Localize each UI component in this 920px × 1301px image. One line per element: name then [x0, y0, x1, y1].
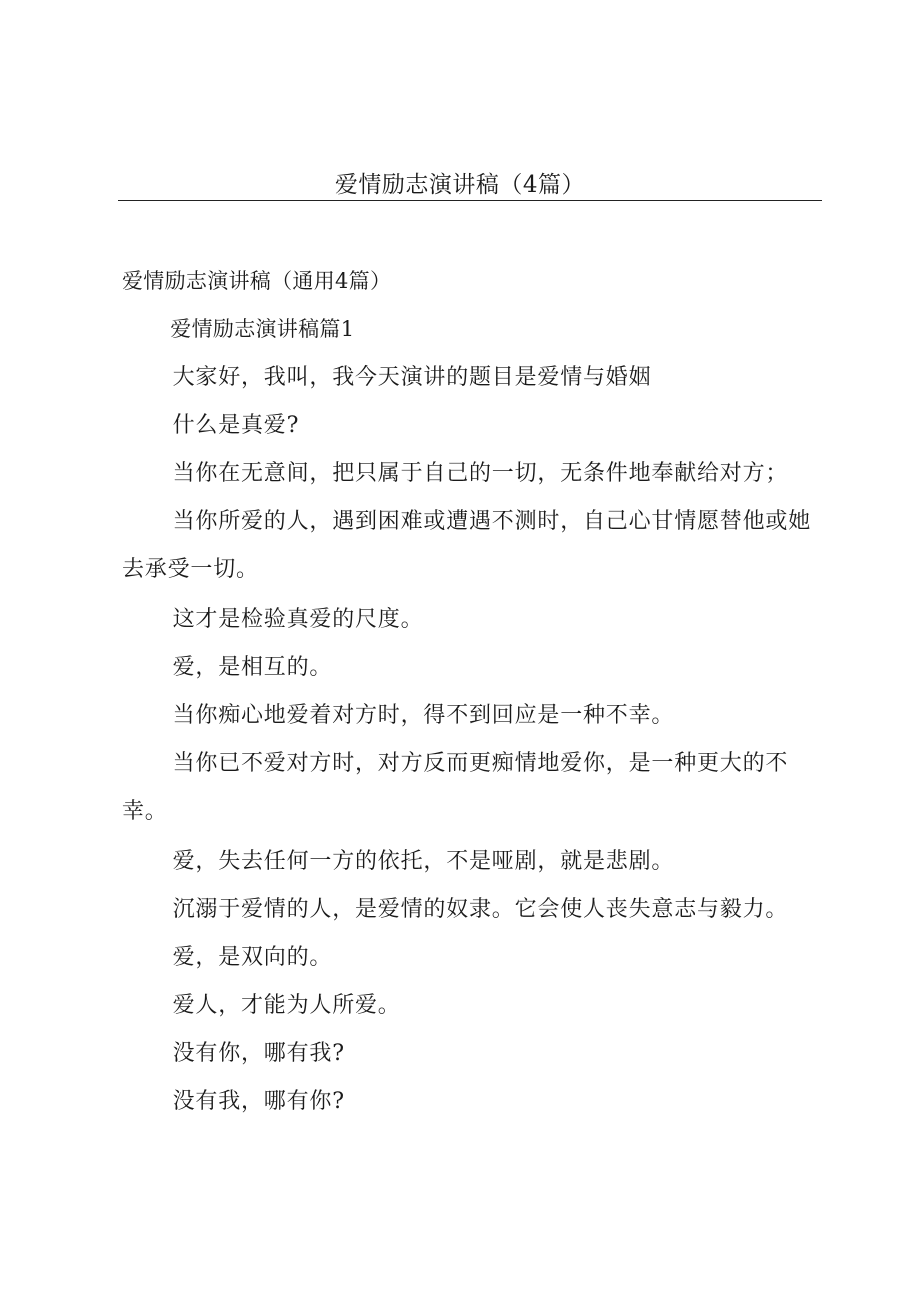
paragraph: 当你在无意间，把只属于自己的一切，无条件地奉献给对方； — [172, 461, 789, 486]
document-body — [122, 266, 822, 1134]
paragraph: 没有你，哪有我? — [172, 1041, 345, 1066]
section-heading: 爱情励志演讲稿篇1 — [170, 317, 355, 341]
paragraph: 什么是真爱? — [172, 413, 300, 438]
paragraph: 爱，失去任何一方的依托，不是哑剧，就是悲剧。 — [172, 849, 675, 874]
paragraph: 当你已不爱对方时，对方反而更痴情地爱你，是一种更大的不幸。 — [122, 751, 789, 824]
paragraph: 这才是检验真爱的尺度。 — [172, 607, 424, 632]
paragraph: 当你所爱的人，遇到困难或遭遇不测时，自己心甘情愿替他或她去承受一切。 — [122, 509, 811, 582]
paragraph: 大家好，我叫，我今天演讲的题目是爱情与婚姻 — [172, 365, 652, 390]
paragraph: 当你痴心地爱着对方时，得不到回应是一种不幸。 — [172, 703, 675, 728]
document-subtitle: 爱情励志演讲稿（通用4篇） — [122, 269, 392, 293]
paragraph: 爱人，才能为人所爱。 — [172, 993, 401, 1018]
paragraph: 爱，是相互的。 — [172, 655, 333, 680]
title-divider — [118, 200, 822, 201]
page-title: 爱情励志演讲稿（4篇） — [334, 172, 586, 198]
paragraph: 沉溺于爱情的人，是爱情的奴隶。它会使人丧失意志与毅力。 — [172, 897, 789, 922]
paragraph: 爱，是双向的。 — [172, 945, 333, 970]
paragraph: 没有我，哪有你? — [172, 1089, 345, 1114]
